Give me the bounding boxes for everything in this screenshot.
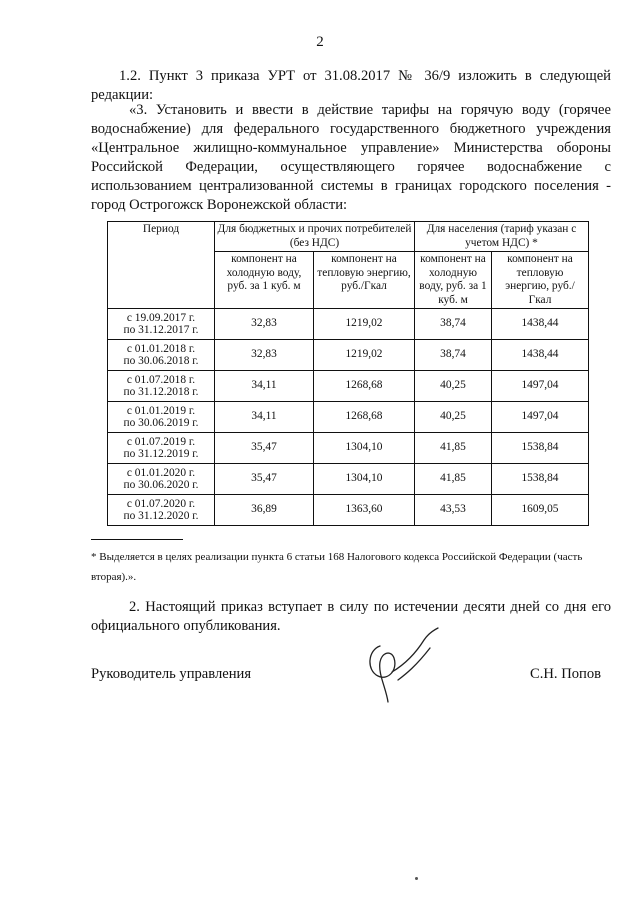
- paragraph-line: официального опубликования.: [91, 618, 281, 634]
- population-thermal-cell: 1609,05: [492, 495, 589, 526]
- population-thermal-cell: 1438,44: [492, 309, 589, 340]
- paragraph-line: использованием централизованной системы в границах городского поселения -: [91, 178, 611, 194]
- footnote-divider: [91, 539, 183, 540]
- paragraph-line: «Центральное жилищно-коммунальное управление» Министерства обороны: [91, 140, 611, 156]
- budget-cold-cell: 35,47: [215, 464, 314, 495]
- budget-cold-cell: 34,11: [215, 402, 314, 433]
- paragraph-line: редакции:: [91, 87, 154, 103]
- budget-cold-cell: 36,89: [215, 495, 314, 526]
- header-population: Для населения (тариф указан с учетом НДС) *: [415, 222, 589, 252]
- table-row: [108, 495, 589, 526]
- footnote-line: вторая).».: [91, 571, 137, 583]
- table-row: [108, 464, 589, 495]
- budget-thermal-cell: 1304,10: [314, 433, 415, 464]
- tariff-table: [107, 221, 589, 526]
- population-thermal-cell: 1538,84: [492, 464, 589, 495]
- paragraph-amendment-intro: [91, 67, 611, 105]
- period-cell: с 01.01.2018 г. по 30.06.2018 г.: [108, 340, 215, 371]
- table-row: [108, 309, 589, 340]
- population-thermal-cell: 1497,04: [492, 402, 589, 433]
- table-row: [108, 340, 589, 371]
- header-population-thermal-energy: компонент на тепловую энергию, руб./Гкал: [492, 252, 589, 309]
- budget-cold-cell: 32,83: [215, 340, 314, 371]
- header-budget-thermal-energy: компонент на тепловую энергию, руб./Гкал: [314, 252, 415, 309]
- paragraph-line: 2. Настоящий приказ вступает в силу по истечении десяти дней со дня его: [129, 599, 611, 615]
- handwritten-signature: [358, 626, 440, 706]
- period-cell: с 01.01.2019 г. по 30.06.2019 г.: [108, 402, 215, 433]
- header-budget-cold-water: компонент на холодную воду, руб. за 1 куб. м: [215, 252, 314, 309]
- population-cold-cell: 40,25: [415, 402, 492, 433]
- signatory-name: С.Н. Попов: [530, 666, 602, 682]
- period-cell: с 01.01.2020 г. по 30.06.2020 г.: [108, 464, 215, 495]
- population-thermal-cell: 1438,44: [492, 340, 589, 371]
- budget-thermal-cell: 1219,02: [314, 340, 415, 371]
- budget-thermal-cell: 1219,02: [314, 309, 415, 340]
- paragraph-effective-date: [91, 598, 611, 636]
- footnote-line: * Выделяется в целях реализации пункта 6 статьи 168 Налогового кодекса Российской Федерации (часть: [91, 551, 583, 563]
- paragraph-tariff-clause: [91, 101, 611, 215]
- table-row: [108, 371, 589, 402]
- budget-cold-cell: 32,83: [215, 309, 314, 340]
- table-row: [108, 402, 589, 433]
- population-cold-cell: 38,74: [415, 340, 492, 371]
- paragraph-line: Российской Федерации, осуществляющего горячее водоснабжение с: [91, 159, 611, 175]
- header-period: Период: [108, 222, 215, 309]
- budget-thermal-cell: 1268,68: [314, 371, 415, 402]
- budget-cold-cell: 35,47: [215, 433, 314, 464]
- population-thermal-cell: 1497,04: [492, 371, 589, 402]
- table-row: [108, 433, 589, 464]
- paragraph-line: водоснабжение) для федерального государственного бюджетного учреждения: [91, 121, 611, 137]
- footnote: [91, 547, 611, 587]
- scan-dot: [415, 877, 418, 880]
- header-population-cold-water: компонент на холодную воду, руб. за 1 куб. м: [415, 252, 492, 309]
- header-budget-consumers: Для бюджетных и прочих потребителей (без НДС): [215, 222, 415, 252]
- budget-thermal-cell: 1268,68: [314, 402, 415, 433]
- period-cell: с 19.09.2017 г. по 31.12.2017 г.: [108, 309, 215, 340]
- page-number: 2: [316, 34, 324, 50]
- signatory-role: Руководитель управления: [91, 666, 252, 682]
- budget-thermal-cell: 1363,60: [314, 495, 415, 526]
- paragraph-line: город Острогожск Воронежской области:: [91, 197, 348, 213]
- population-thermal-cell: 1538,84: [492, 433, 589, 464]
- period-cell: с 01.07.2018 г. по 31.12.2018 г.: [108, 371, 215, 402]
- paragraph-line: «3. Установить и ввести в действие тарифы на горячую воду (горячее: [129, 102, 611, 118]
- paragraph-line: 1.2. Пункт 3 приказа УРТ от 31.08.2017 № 36/9 изложить в следующей: [119, 68, 611, 84]
- population-cold-cell: 41,85: [415, 433, 492, 464]
- period-cell: с 01.07.2019 г. по 31.12.2019 г.: [108, 433, 215, 464]
- population-cold-cell: 41,85: [415, 464, 492, 495]
- population-cold-cell: 38,74: [415, 309, 492, 340]
- population-cold-cell: 40,25: [415, 371, 492, 402]
- budget-thermal-cell: 1304,10: [314, 464, 415, 495]
- budget-cold-cell: 34,11: [215, 371, 314, 402]
- period-cell: с 01.07.2020 г. по 31.12.2020 г.: [108, 495, 215, 526]
- population-cold-cell: 43,53: [415, 495, 492, 526]
